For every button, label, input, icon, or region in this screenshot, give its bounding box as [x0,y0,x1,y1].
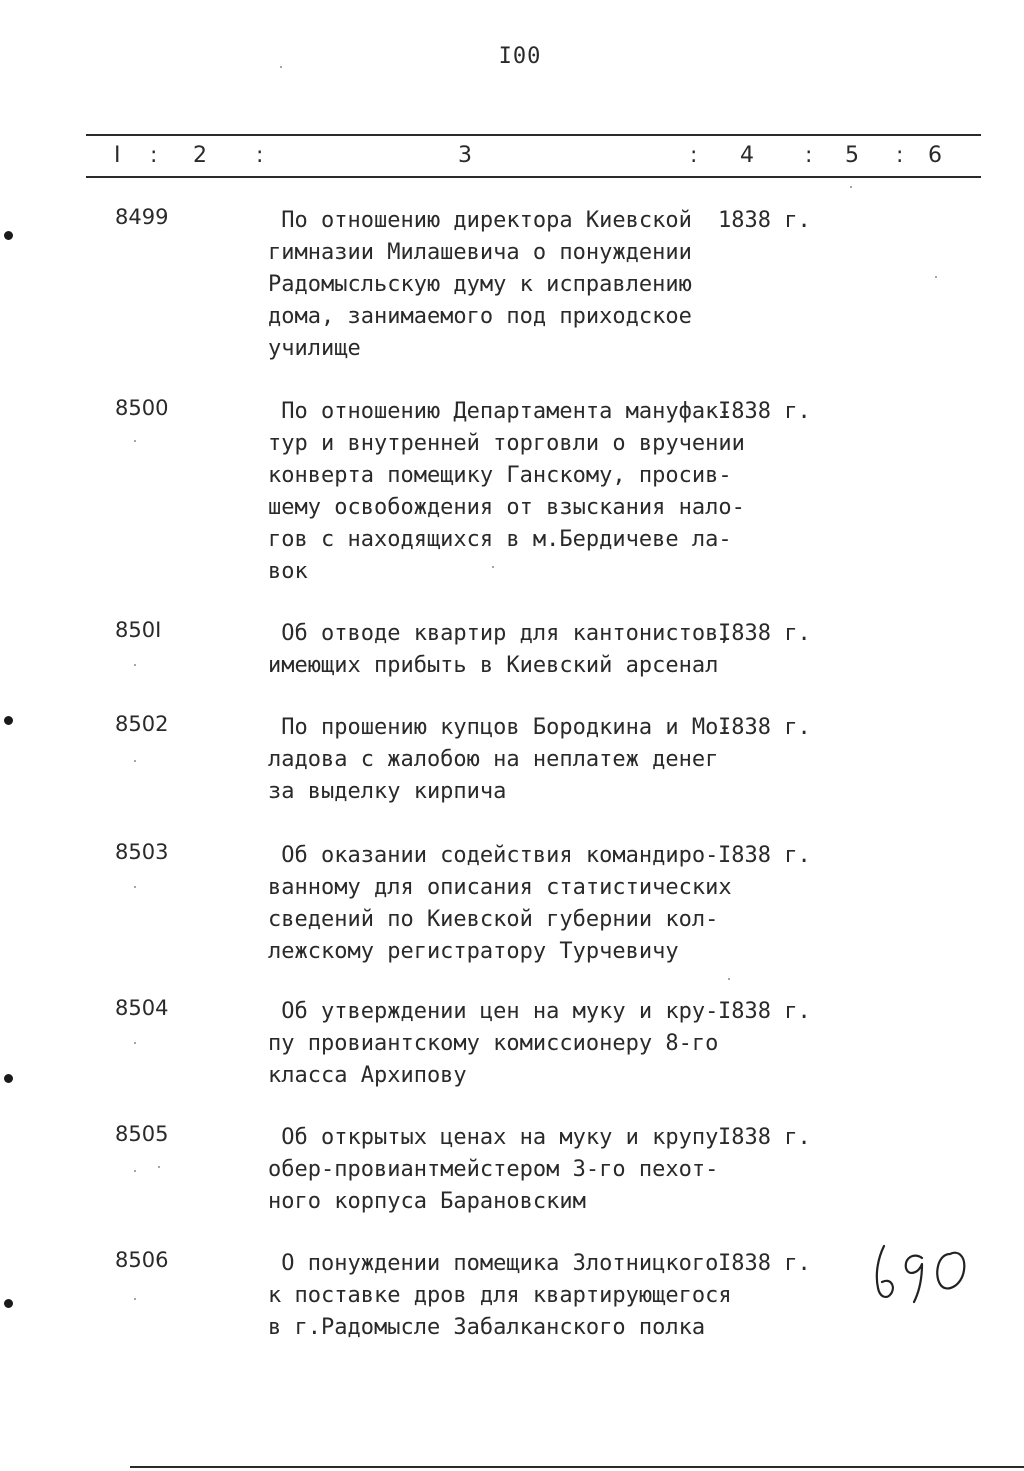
entry-description [268,1122,728,1218]
scan-speck [935,276,937,278]
description-line: конверта помещику Ганскому, просив- [268,463,732,488]
entry-year: 1838 г. [718,208,811,233]
entry-description [268,396,745,588]
scan-speck [134,886,136,888]
binding-hole [4,716,13,725]
description-line: Об утверждении цен на муку и кру- [268,999,719,1024]
column-header-5: 5 [845,143,859,168]
entry-description [268,996,728,1092]
description-line: училище [268,336,361,361]
entry-year: I838 г. [718,1251,811,1276]
page-number: I00 [498,44,542,69]
handwritten-folio-mark [870,1240,970,1310]
table-header-rule [86,176,981,178]
column-header-4: 4 [740,143,754,168]
entry-number: 8503 [115,840,169,864]
binding-hole [4,231,13,240]
page-bottom-rule [130,1466,1024,1468]
entry-year: I838 г. [718,621,811,646]
handwritten-folio-number [870,1240,970,1310]
scan-speck [492,566,494,568]
column-header-2: 2 [193,143,207,168]
description-line: за выделку кирпича [268,779,507,804]
description-line: в г.Радомысле Забалканского полка [268,1315,706,1340]
table-header [0,143,1024,173]
description-line: тур и внутренней торговли о вручении [268,431,745,456]
description-line: ванному для описания статистических [268,875,732,900]
table-top-rule [86,134,981,136]
scan-speck [134,664,136,666]
scan-speck [280,66,282,68]
entry-year: I838 г. [718,399,811,424]
description-line: По прошению купцов Бородкина и Мо- [268,715,732,740]
description-line: дома, занимаемого под приходское [268,304,692,329]
scan-speck [134,1042,136,1044]
description-line: шему освобождения от взыскания нало- [268,495,745,520]
entry-number: 850I [115,618,162,642]
scan-speck [134,760,136,762]
description-line: ного корпуса Барановским [268,1189,586,1214]
column-separator: : [896,143,904,168]
column-header-1: I [114,143,121,168]
scan-speck [134,1298,136,1300]
description-line: лежскому регистратору Турчевичу [268,939,679,964]
scan-speck [158,1166,160,1168]
description-line: вок [268,559,308,584]
description-line: Об открытых ценах на муку и крупу [268,1125,719,1150]
binding-hole [4,1299,13,1308]
scan-speck [134,440,136,442]
entry-number: 8506 [115,1248,169,1272]
entry-description [268,1248,732,1344]
description-line: гов с находящихся в м.Бердичеве ла- [268,527,732,552]
entry-description [268,205,728,365]
entry-year: I838 г. [718,999,811,1024]
entry-description [268,712,732,808]
column-separator: : [690,143,698,168]
description-line: По отношению Департамента мануфак- [268,399,732,424]
description-line: сведений по Киевской губернии кол- [268,907,719,932]
description-line: Об оказании содействия командиро- [268,843,719,868]
entry-year: I838 г. [718,843,811,868]
entry-number: 8499 [115,205,169,229]
scan-speck [134,1170,136,1172]
entry-year: I838 г. [718,715,811,740]
entry-number: 8505 [115,1122,169,1146]
column-separator: : [256,143,264,168]
description-line: к поставке дров для квартирующегося [268,1283,732,1308]
entry-year: I838 г. [718,1125,811,1150]
entry-number: 8504 [115,996,169,1020]
scan-speck [728,978,730,980]
description-line: Об отводе квартир для кантонистов, [268,621,732,646]
column-separator: : [805,143,813,168]
column-header-3: 3 [458,143,472,168]
binding-hole [4,1074,13,1083]
description-line: имеющих прибыть в Киевский арсенал [268,653,719,678]
entry-number: 8502 [115,712,169,736]
description-line: пу провиантскому комиссионеру 8-го [268,1031,719,1056]
scan-speck [850,186,852,188]
column-separator: : [150,143,158,168]
entry-number: 8500 [115,396,169,420]
description-line: О понуждении помещика Злотницкого [268,1251,719,1276]
description-line: класса Архипову [268,1063,467,1088]
entry-description [268,840,732,968]
description-line: гимназии Милашевича о понуждении [268,240,692,265]
entry-description [268,618,732,682]
description-line: обер-провиантмейстером 3-го пехот- [268,1157,719,1182]
description-line: По отношению директора Киевской [268,208,692,233]
description-line: Радомысльскую думу к исправлению [268,272,692,297]
description-line: ладова с жалобою на неплатеж денег [268,747,719,772]
column-header-6: 6 [928,143,942,168]
